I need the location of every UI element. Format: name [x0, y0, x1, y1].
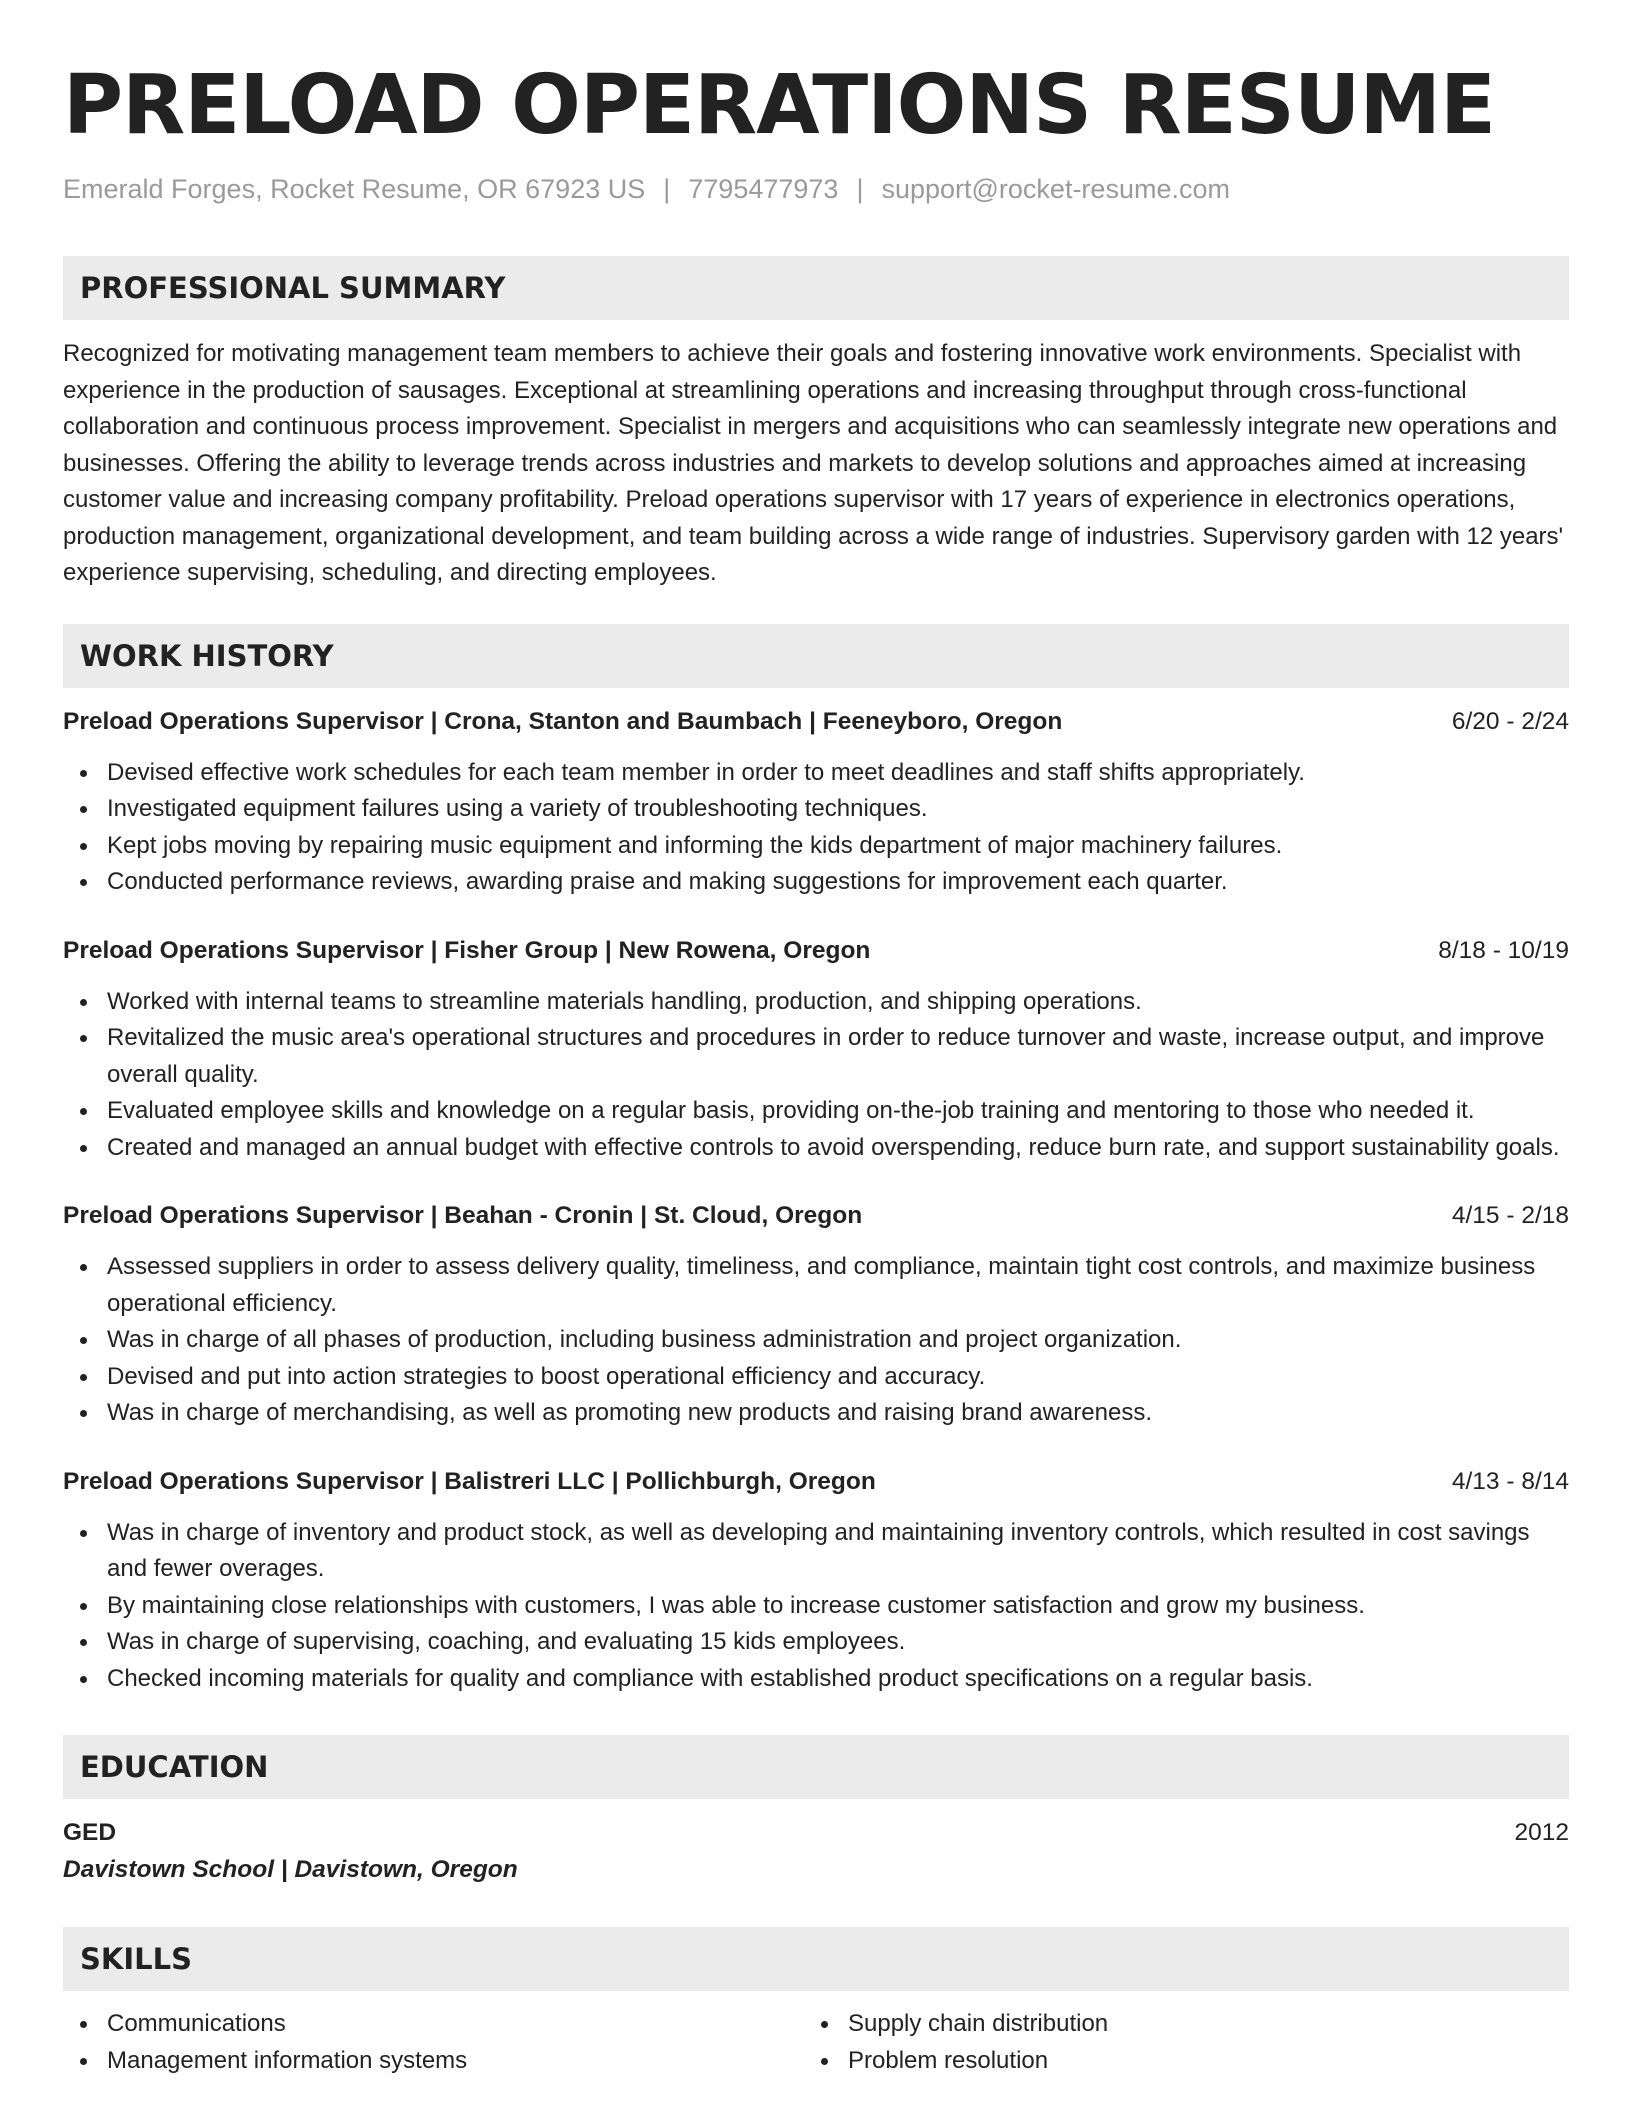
job-bullets	[63, 1249, 1569, 1432]
job-title: Preload Operations Supervisor | Balistreri LLC | Pollichburgh, Oregon	[63, 1467, 876, 1495]
job-bullet: Investigated equipment failures using a variety of troubleshooting techniques.	[63, 791, 1569, 828]
job-bullet: Was in charge of supervising, coaching, and evaluating 15 kids employees.	[63, 1624, 1569, 1661]
job-bullet: Devised and put into action strategies to boost operational efficiency and accuracy.	[63, 1359, 1569, 1396]
contact-email: support@rocket-resume.com	[881, 174, 1230, 204]
job-bullet: Created and managed an annual budget with effective controls to avoid overspending, reduce burn rate, and support sustainability goals.	[63, 1130, 1569, 1167]
job-bullet: Worked with internal teams to streamline materials handling, production, and shipping operations.	[63, 984, 1569, 1021]
skill-item: Supply chain distribution	[804, 2006, 1545, 2043]
contact-phone: 7795477973	[688, 174, 839, 204]
skills-grid	[63, 2006, 1569, 2079]
job-bullet: Was in charge of all phases of production, including business administration and project organization.	[63, 1322, 1569, 1359]
job-title: Preload Operations Supervisor | Fisher Group | New Rowena, Oregon	[63, 936, 871, 964]
contact-separator: |	[856, 174, 864, 204]
skill-item: Management information systems	[63, 2043, 804, 2080]
skills-list	[63, 2006, 804, 2079]
job-dates: 6/20 - 2/24	[1451, 707, 1569, 735]
job-bullet: Revitalized the music area's operational structures and procedures in order to reduce turnover and waste, increase output, and improve overall quality.	[63, 1020, 1569, 1093]
job-bullet: Was in charge of inventory and product stock, as well as developing and maintaining inventory controls, which resulted in cost savings and fewer overages.	[63, 1515, 1569, 1588]
summary-text: Recognized for motivating management team members to achieve their goals and fostering innovative work environments. Specialist with experience in the production of sausages. Exceptional at streamlining operations and increasing throughput through cross-functional collaboration and continuous process improvement. Specialist in mergers and acquisitions who can seamlessly integrate new operations and businesses. Offering the ability to leverage trends across industries and markets to develop solutions and approaches aimed at increasing customer value and increasing company profitability. Preload operations supervisor with 17 years of experience in electronics operations, production management, organizational development, and team building across a wide range of industries. Supervisory garden with 12 years' experience supervising, scheduling, and directing employees.	[63, 340, 1564, 586]
contact-line	[63, 172, 1569, 206]
job-bullet: Was in charge of merchandising, as well as promoting new products and raising brand awareness.	[63, 1395, 1569, 1432]
education-degree: GED	[63, 1819, 117, 1846]
job-bullet: Conducted performance reviews, awarding praise and making suggestions for improvement each quarter.	[63, 864, 1569, 901]
job-entry	[63, 1198, 1569, 1432]
job-header	[63, 1464, 1569, 1500]
job-bullet: Assessed suppliers in order to assess delivery quality, timeliness, and compliance, maintain tight cost controls, and maximize business operational efficiency.	[63, 1249, 1569, 1322]
job-bullet: Kept jobs moving by repairing music equipment and informing the kids department of major machinery failures.	[63, 828, 1569, 865]
skill-item: Communications	[63, 2006, 804, 2043]
contact-address: Emerald Forges, Rocket Resume, OR 67923 US	[63, 174, 646, 204]
job-header	[63, 704, 1569, 740]
job-dates: 4/13 - 8/14	[1451, 1467, 1569, 1495]
job-header	[63, 1198, 1569, 1234]
job-entry	[63, 1464, 1569, 1698]
job-bullet: By maintaining close relationships with customers, I was able to increase customer satisfaction and grow my business.	[63, 1588, 1569, 1625]
skills-list	[804, 2006, 1545, 2079]
education-header	[63, 1815, 1569, 1851]
job-entry	[63, 933, 1569, 1167]
page-title: PRELOAD OPERATIONS RESUME	[63, 58, 1496, 153]
education-school: Davistown School | Davistown, Oregon	[63, 1856, 518, 1883]
job-title: Preload Operations Supervisor | Beahan - Cronin | St. Cloud, Oregon	[63, 1202, 863, 1229]
skills-column-left	[63, 2006, 804, 2079]
skill-item: Problem resolution	[804, 2043, 1545, 2080]
job-bullets	[63, 984, 1569, 1167]
job-header	[63, 933, 1569, 969]
job-bullets	[63, 755, 1569, 901]
job-title: Preload Operations Supervisor | Crona, Stanton and Baumbach | Feeneyboro, Oregon	[63, 707, 1063, 735]
work-history-heading: WORK HISTORY	[63, 624, 1569, 688]
education-year: 2012	[1514, 1819, 1569, 1846]
job-bullet: Checked incoming materials for quality and compliance with established product specifications on a regular basis.	[63, 1661, 1569, 1698]
contact-separator: |	[663, 174, 671, 204]
job-bullet: Evaluated employee skills and knowledge on a regular basis, providing on-the-job training and mentoring to those who needed it.	[63, 1093, 1569, 1130]
skills-heading: SKILLS	[63, 1927, 1569, 1991]
summary-heading: PROFESSIONAL SUMMARY	[63, 256, 1569, 320]
skills-column-right	[804, 2006, 1545, 2079]
job-bullets	[63, 1515, 1569, 1698]
job-dates: 8/18 - 10/19	[1438, 936, 1569, 964]
education-heading: EDUCATION	[63, 1735, 1569, 1799]
job-bullet: Devised effective work schedules for each team member in order to meet deadlines and staff shifts appropriately.	[63, 755, 1569, 792]
job-dates: 4/15 - 2/18	[1451, 1202, 1569, 1229]
job-entry	[63, 704, 1569, 901]
